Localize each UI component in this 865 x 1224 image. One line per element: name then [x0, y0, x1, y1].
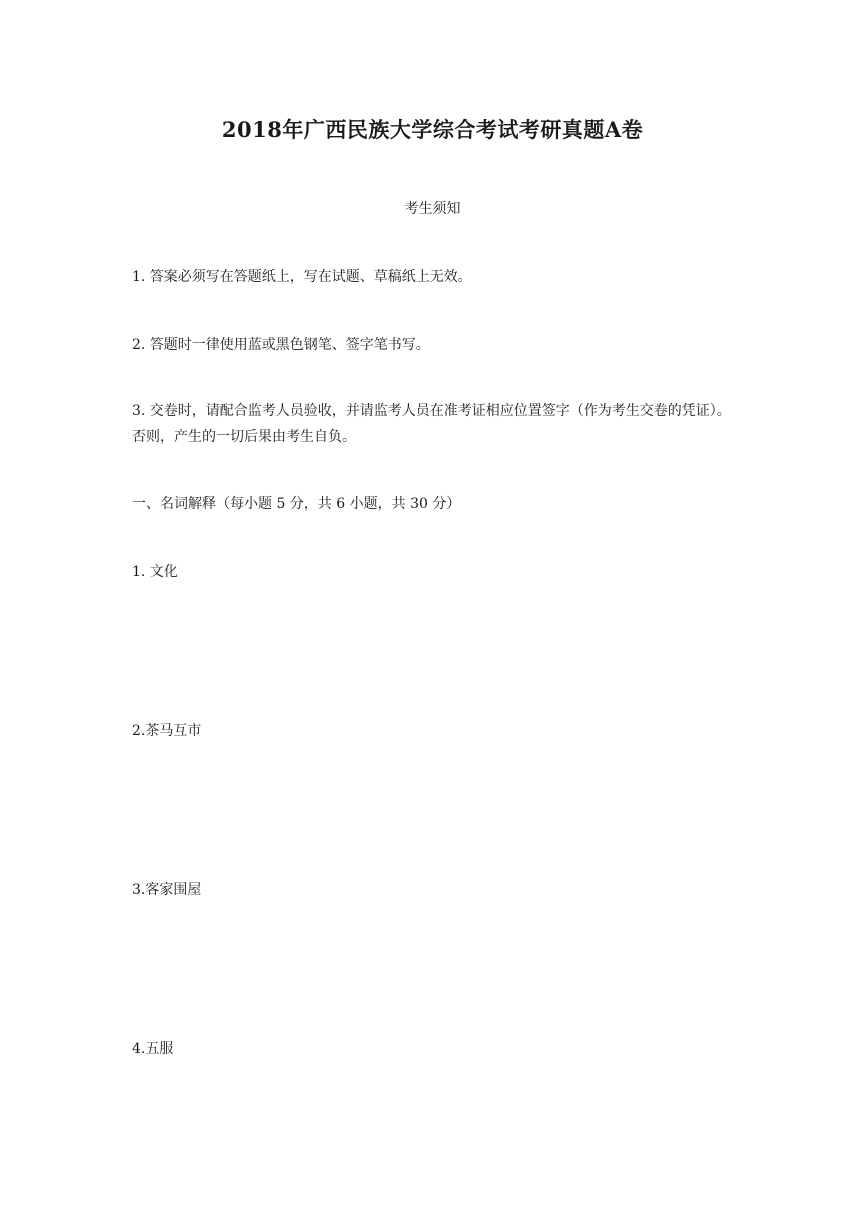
instruction-1: 1. 答案必须写在答题纸上，写在试题、草稿纸上无效。	[132, 269, 472, 285]
question-2: 2.茶马互市	[132, 723, 202, 739]
section-heading: 一、名词解释（每小题 5 分，共 6 小题，共 30 分）	[132, 496, 461, 512]
instruction-3: 3. 交卷时，请配合监考人员验收，并请监考人员在准考证相应位置签字（作为考生交卷的凭证）。否则，产生的一切后果由考生自负。	[132, 403, 731, 445]
question-1: 1. 文化	[132, 564, 178, 580]
instruction-2: 2. 答题时一律使用蓝或黑色钢笔、签字笔书写。	[132, 337, 430, 353]
exam-title: 2018年广西民族大学综合考试考研真题A卷	[221, 117, 644, 142]
question-3: 3.客家围屋	[132, 882, 202, 898]
notice-heading: 考生须知	[404, 201, 461, 217]
question-4: 4.五服	[132, 1041, 174, 1057]
